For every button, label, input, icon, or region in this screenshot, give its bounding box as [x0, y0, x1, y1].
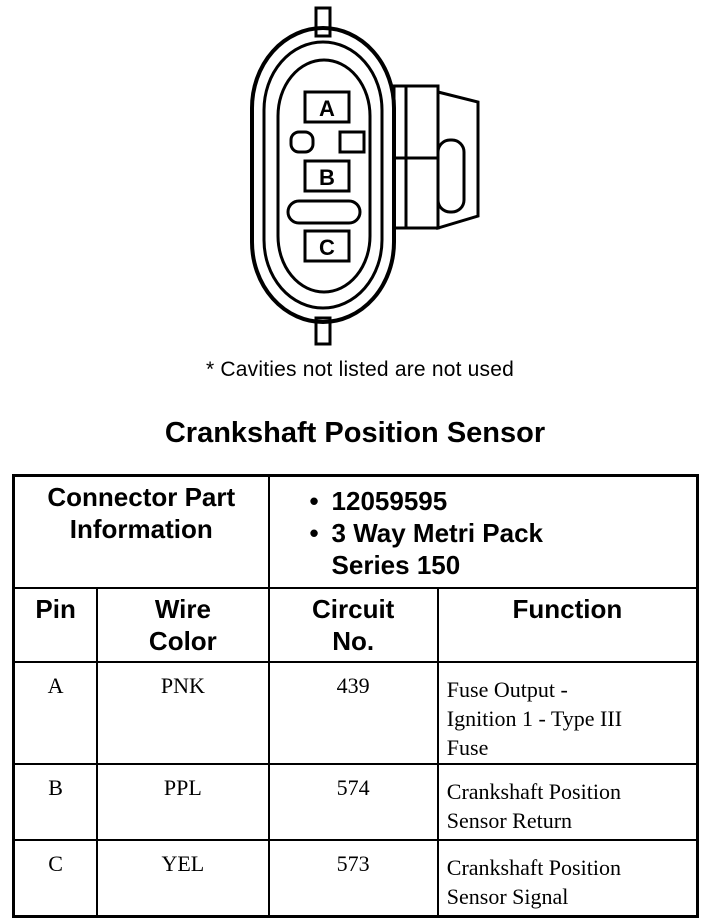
latch-lower: [394, 158, 438, 228]
page-title: Crankshaft Position Sensor: [164, 417, 546, 449]
latch-upper: [394, 86, 438, 158]
col-wire-color: Wire Color: [97, 588, 268, 662]
connector-part-line2: Information: [69, 514, 213, 544]
table-row: [14, 840, 698, 917]
table-row: [14, 662, 698, 764]
connector-part-line1: Connector Part: [47, 482, 236, 512]
cavities-note: * Cavities not listed are not used: [206, 358, 514, 381]
latch-slot: [438, 140, 464, 212]
key-square: [340, 132, 364, 152]
cavity-a-label: A: [319, 96, 335, 121]
col-pin: Pin: [14, 588, 98, 662]
circuit-cell: 574: [269, 764, 438, 840]
center-bar: [288, 201, 360, 223]
key-round: [291, 132, 313, 152]
part-type: • 3 Way Metri Pack Series 150: [310, 517, 696, 581]
column-header-row: [14, 588, 698, 662]
pin-cell: A: [14, 662, 98, 764]
pin-cell: B: [14, 764, 98, 840]
function-cell: Crankshaft Position Sensor Signal: [438, 840, 698, 917]
cavity-b-label: B: [319, 165, 335, 190]
function-cell: Crankshaft Position Sensor Return: [438, 764, 698, 840]
connector-table: [12, 474, 699, 918]
connector-part-info-label: [14, 476, 269, 589]
connector-info-row: [14, 476, 698, 589]
cavity-c-label: C: [319, 235, 335, 260]
top-tab: [316, 8, 330, 36]
part-number: • 12059595: [310, 485, 696, 517]
circuit-cell: 439: [269, 662, 438, 764]
function-cell: Fuse Output - Ignition 1 - Type III Fuse: [438, 662, 698, 764]
connector-part-info-values: [269, 476, 698, 589]
wire-cell: YEL: [97, 840, 268, 917]
col-function: Function: [438, 588, 698, 662]
connector-diagram: [0, 0, 720, 350]
table-row: [14, 764, 698, 840]
wire-cell: PNK: [97, 662, 268, 764]
col-circuit-no: Circuit No.: [269, 588, 438, 662]
wire-cell: PPL: [97, 764, 268, 840]
pin-cell: C: [14, 840, 98, 917]
latch-body: [438, 92, 478, 228]
circuit-cell: 573: [269, 840, 438, 917]
